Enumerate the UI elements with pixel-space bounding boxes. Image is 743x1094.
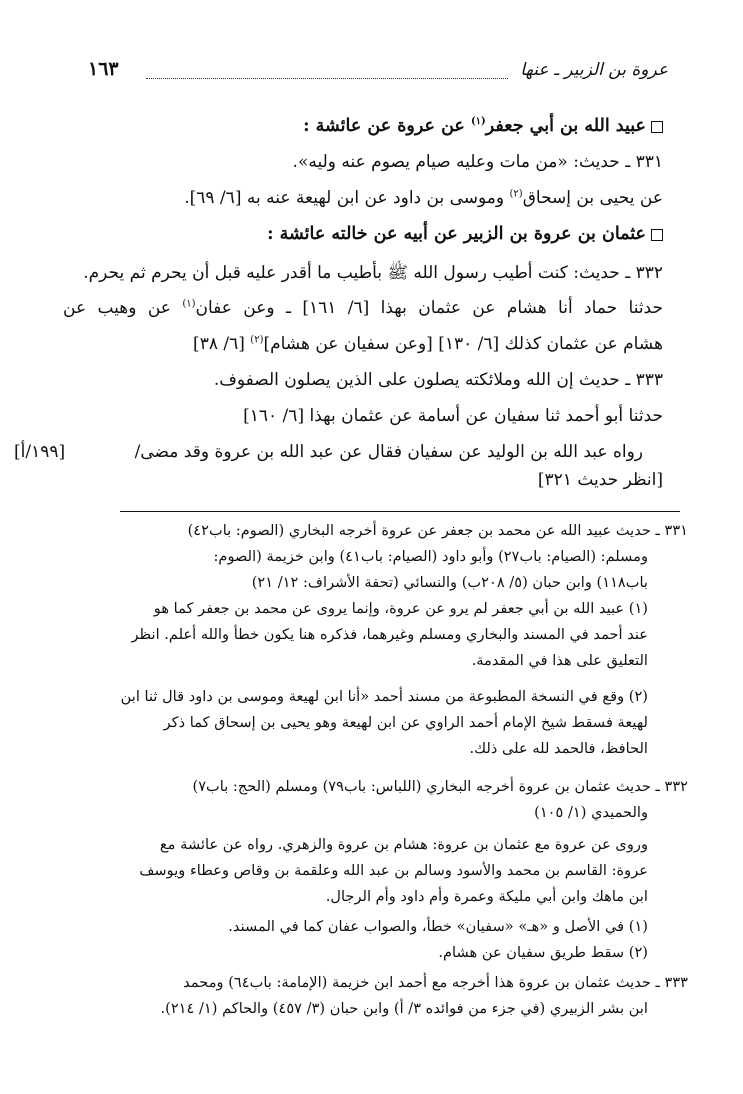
manuscript-folio-mark: [١٩٩/أ] (14, 442, 66, 462)
section-heading: عبيد الله بن أبي جعفر$^{(١)}$ عن عروة عن عائشة : (63, 116, 663, 136)
cross-reference: [انظر حديث ٣٢١] (537, 470, 663, 490)
footnote-line: ٣٣٣ ـ حديث عثمان بن عروة هذا أخرجه مع أحمد ابن خزيمة (الإمامة: باب٦٤) ومحمد (183, 974, 688, 991)
footnote-line: عند أحمد في المسند والبخاري ومسلم وغيرهما، فذكره هنا يكون خطأ والله أعلم. انظر (131, 626, 648, 643)
section-heading: عثمان بن عروة بن الزبير عن أبيه عن خالته عائشة : (63, 224, 663, 244)
header-dotted-rule (146, 78, 508, 79)
footnote-line: (٢) وقع في النسخة المطبوعة من مسند أحمد «أنا ابن لهيعة وموسى بن داود قال ثنا ابن (120, 688, 648, 705)
isnad-line: حدثنا حماد أنا هشام عن عثمان بهذا [٦/ ١٦١] ـ وعن عفان$^{(١)}$ عن وهيب عن (63, 298, 663, 318)
footnote-line: ومسلم: (الصيام: باب٢٧) وأبو داود (الصيام: باب٤١) وابن خزيمة (الصوم: (213, 548, 648, 565)
footnote-line: (١) عبيد الله بن أبي جعفر لم يرو عن عروة، وإنما يروى عن محمد بن جعفر كما هو (153, 600, 648, 617)
running-header (88, 60, 668, 90)
footnote-line: باب١١٨) وابن حبان (٥/ ٢٠٨ب) والنسائي (تحفة الأشراف: ١٢/ ٢١) (251, 574, 648, 591)
footnote-line: الحافظ، فالحمد لله على ذلك. (469, 740, 648, 757)
footnote-line: وروى عن عروة مع عثمان بن عروة: هشام بن عروة والزهري. رواه عن عائشة مع (159, 836, 648, 853)
square-bullet-icon (651, 229, 663, 241)
footnote-line: التعليق على هذا في المقدمة. (471, 652, 648, 669)
isnad-line: هشام عن عثمان كذلك [٦/ ١٣٠] [وعن سفيان عن هشام]$^{(٢)}$ [٦/ ٣٨] (193, 334, 663, 354)
footnote-line: (٢) سقط طريق سفيان عن هشام. (438, 944, 648, 961)
footnote-line: لهيعة فسقط شيخ الإمام أحمد الراوي عن ابن لهيعة وهو يحيى بن إسحاق كما ذكر (163, 714, 648, 731)
footnote-line: ٣٣٢ ـ حديث عثمان بن عروة أخرجه البخاري (اللباس: باب٧٩) ومسلم (الحج: باب٧) (192, 778, 688, 795)
isnad-line: عن يحيى بن إسحاق$^{(٢)}$ وموسى بن داود عن ابن لهيعة عنه به [٦/ ٦٩]. (184, 188, 663, 208)
isnad-line: حدثنا أبو أحمد ثنا سفيان عن أسامة عن عثمان بهذا [٦/ ١٦٠] (243, 406, 663, 426)
footnote-separator (120, 511, 680, 512)
hadith-line: ٣٣١ ـ حديث: «من مات وعليه صيام يصوم عنه وليه». (292, 152, 663, 172)
footnote-line: ابن بشر الزبيري (في جزء من فوائده ٣/ أ) وابن حبان (٣/ ٤٥٧) والحاكم (١/ ٢١٤). (160, 1000, 648, 1017)
running-title: عروة بن الزبير ـ عنها (520, 60, 668, 80)
footnote-line: والحميدي (١/ ١٠٥) (534, 804, 648, 821)
page-number: ١٦٣ (88, 58, 119, 80)
hadith-line: ٣٣٣ ـ حديث إن الله وملائكته يصلون على الذين يصلون الصفوف. (213, 370, 663, 390)
footnote-line: ابن ماهك وابن أبي مليكة وعمرة وأم داود وأم الرجال. (325, 888, 648, 905)
footnote-line: ٣٣١ ـ حديث عبيد الله عن محمد بن جعفر عن عروة أخرجه البخاري (الصوم: باب٤٢) (187, 522, 688, 539)
footnote-line: (١) في الأصل و «هـ» «سفيان» خطأ، والصواب عفان كما في المسند. (228, 918, 648, 935)
square-bullet-icon (651, 121, 663, 133)
hadith-line: ٣٣٢ ـ حديث: كنت أطيب رسول الله ﷺ بأطيب ما أقدر عليه قبل أن يحرم ثم يحرم. (83, 263, 663, 283)
footnote-line: عروة: القاسم بن محمد والأسود وسالم بن عبد الله وعلقمة بن وقاص وعطاء ويوسف (139, 862, 648, 879)
narration-line: رواه عبد الله بن الوليد عن سفيان فقال عن عبد الله بن عروة وقد مضى/ (134, 442, 643, 462)
